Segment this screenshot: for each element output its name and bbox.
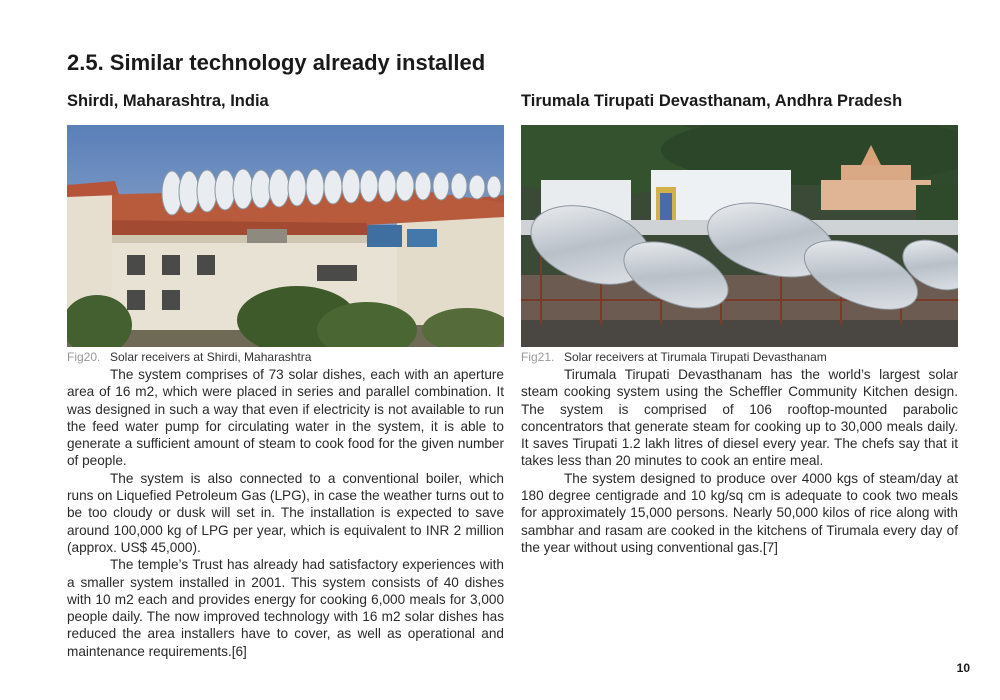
section-title: 2.5. Similar technology already installed — [67, 50, 486, 75]
shirdi-photo — [67, 125, 504, 347]
paragraph: Tirumala Tirupati Devasthanam has the world’s largest solar steam cooking system using the Scheffler Community Kitchen design. The system is comprised of 106 rooftop-mounted parabolic concentrators that generate steam for cooking up to 30,000 meals daily. It saves Tirupati 1.2 lakh litres of diesel every year. The chefs say that it takes less than 20 minutes to cook an entire meal. — [521, 367, 958, 469]
tirumala-body — [521, 366, 958, 556]
page-number: 10 — [956, 661, 970, 675]
shirdi-heading: Shirdi, Maharashtra, India — [67, 92, 269, 110]
shirdi-caption — [67, 350, 504, 366]
tirumala-heading: Tirumala Tirupati Devasthanam, Andhra Pradesh — [521, 92, 903, 110]
tirumala-caption — [521, 350, 958, 366]
figure-number: Fig20. — [67, 350, 101, 364]
shirdi-body — [67, 366, 504, 660]
paragraph: The system comprises of 73 solar dishes, each with an aperture area of 16 m2, which were placed in series and parallel combination. It was designed in such a way that even if electricity is not available to run the feed water pump for circulating water in the system, it is able to generate a sufficient amount of steam to cook food for the given number of people. — [67, 367, 504, 469]
figure-caption: Solar receivers at Shirdi, Maharashtra — [110, 350, 312, 364]
figure-number: Fig21. — [521, 350, 555, 364]
right-column — [521, 92, 958, 556]
figure-caption: Solar receivers at Tirumala Tirupati Devasthanam — [564, 350, 827, 364]
tirumala-photo — [521, 125, 958, 347]
paragraph: The system is also connected to a conventional boiler, which runs on Liquefied Petroleum Gas (LPG), in case the weather turns out to be too cloudy or dusk will set in. The installation is expected to save around 100,000 kg of LPG per year, which is equivalent to INR 2 million (approx. US$ 45,000). — [67, 470, 504, 555]
left-column — [67, 92, 504, 660]
paragraph: The system designed to produce over 4000 kgs of steam/day at 180 degree centigrade and 10 kg/sq cm is adequate to cook two meals for approximately 15,000 persons. Nearly 50,000 kilos of rice along with sambhar and rasam are cooked in the kitchens of Tirumala every day of the year without using conventional gas.[7] — [521, 470, 958, 555]
paragraph: The temple’s Trust has already had satisfactory experiences with a smaller system installed in 2001. This system consists of 40 dishes with 10 m2 each and provides energy for cooking 6,000 meals for 3,000 people daily. The now improved technology with 16 m2 solar dishes has reduced the area installers have to cover, as well as operational and maintenance requirements.[6] — [67, 557, 504, 659]
